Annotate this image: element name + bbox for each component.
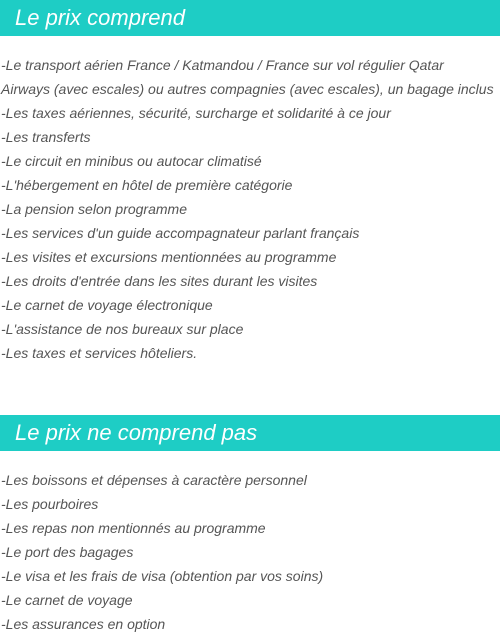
excluded-section-title: Le prix ne comprend pas bbox=[0, 415, 500, 451]
included-list-item bbox=[0, 101, 500, 125]
excluded-list-item-text: -Le port des bagages bbox=[1, 544, 134, 560]
included-list-item bbox=[0, 173, 500, 197]
included-list-item-text: -Le transport aérien France / Katmandou / France sur vol régulier Qatar bbox=[1, 57, 444, 73]
included-list-item bbox=[0, 53, 500, 101]
included-list-item-text: -Les taxes aériennes, sécurité, surcharge et solidarité à ce jour bbox=[1, 105, 391, 121]
included-list-item-text: -Les droits d'entrée dans les sites durant les visites bbox=[1, 273, 318, 289]
excluded-list-item-text: -Les repas non mentionnés au programme bbox=[1, 520, 266, 536]
excluded-list-item-text: -Le visa et les frais de visa (obtention par vos soins) bbox=[1, 568, 324, 584]
excluded-list-item bbox=[0, 492, 500, 516]
included-list-item bbox=[0, 341, 500, 365]
included-list-item bbox=[0, 149, 500, 173]
included-section-title: Le prix comprend bbox=[0, 0, 500, 36]
excluded-list-item bbox=[0, 468, 500, 492]
included-list-item-text: -Les services d'un guide accompagnateur parlant français bbox=[1, 225, 360, 241]
included-list-item-text: -Les taxes et services hôteliers. bbox=[1, 345, 198, 361]
included-list-item bbox=[0, 293, 500, 317]
excluded-list-item bbox=[0, 564, 500, 588]
included-list-item-text: -Les visites et excursions mentionnées au programme bbox=[1, 249, 337, 265]
excluded-list-item bbox=[0, 588, 500, 612]
excluded-list-item bbox=[0, 612, 500, 636]
excluded-list-item-text: -Les boissons et dépenses à caractère personnel bbox=[1, 472, 307, 488]
included-items-list bbox=[0, 53, 500, 365]
included-list-item bbox=[0, 245, 500, 269]
included-list-item-text: -Les transferts bbox=[1, 129, 91, 145]
excluded-list-item-text: -Les pourboires bbox=[1, 496, 99, 512]
excluded-list-item-text: -Le carnet de voyage bbox=[1, 592, 133, 608]
included-list-item bbox=[0, 269, 500, 293]
included-list-item bbox=[0, 221, 500, 245]
excluded-list-item-text: -Les assurances en option bbox=[1, 616, 166, 632]
included-list-item-text: -L'hébergement en hôtel de première catégorie bbox=[1, 177, 293, 193]
included-list-item bbox=[0, 317, 500, 341]
excluded-items-list bbox=[0, 468, 500, 636]
included-list-item bbox=[0, 197, 500, 221]
included-list-item-text: -La pension selon programme bbox=[1, 201, 187, 217]
included-list-item-text: Airways (avec escales) ou autres compagnies (avec escales), un bagage inclus bbox=[1, 81, 494, 97]
excluded-list-item bbox=[0, 516, 500, 540]
excluded-list-item bbox=[0, 540, 500, 564]
included-list-item-text: -Le circuit en minibus ou autocar climatisé bbox=[1, 153, 262, 169]
included-list-item-text: -Le carnet de voyage électronique bbox=[1, 297, 213, 313]
included-list-item-text: -L'assistance de nos bureaux sur place bbox=[1, 321, 244, 337]
included-list-item bbox=[0, 125, 500, 149]
